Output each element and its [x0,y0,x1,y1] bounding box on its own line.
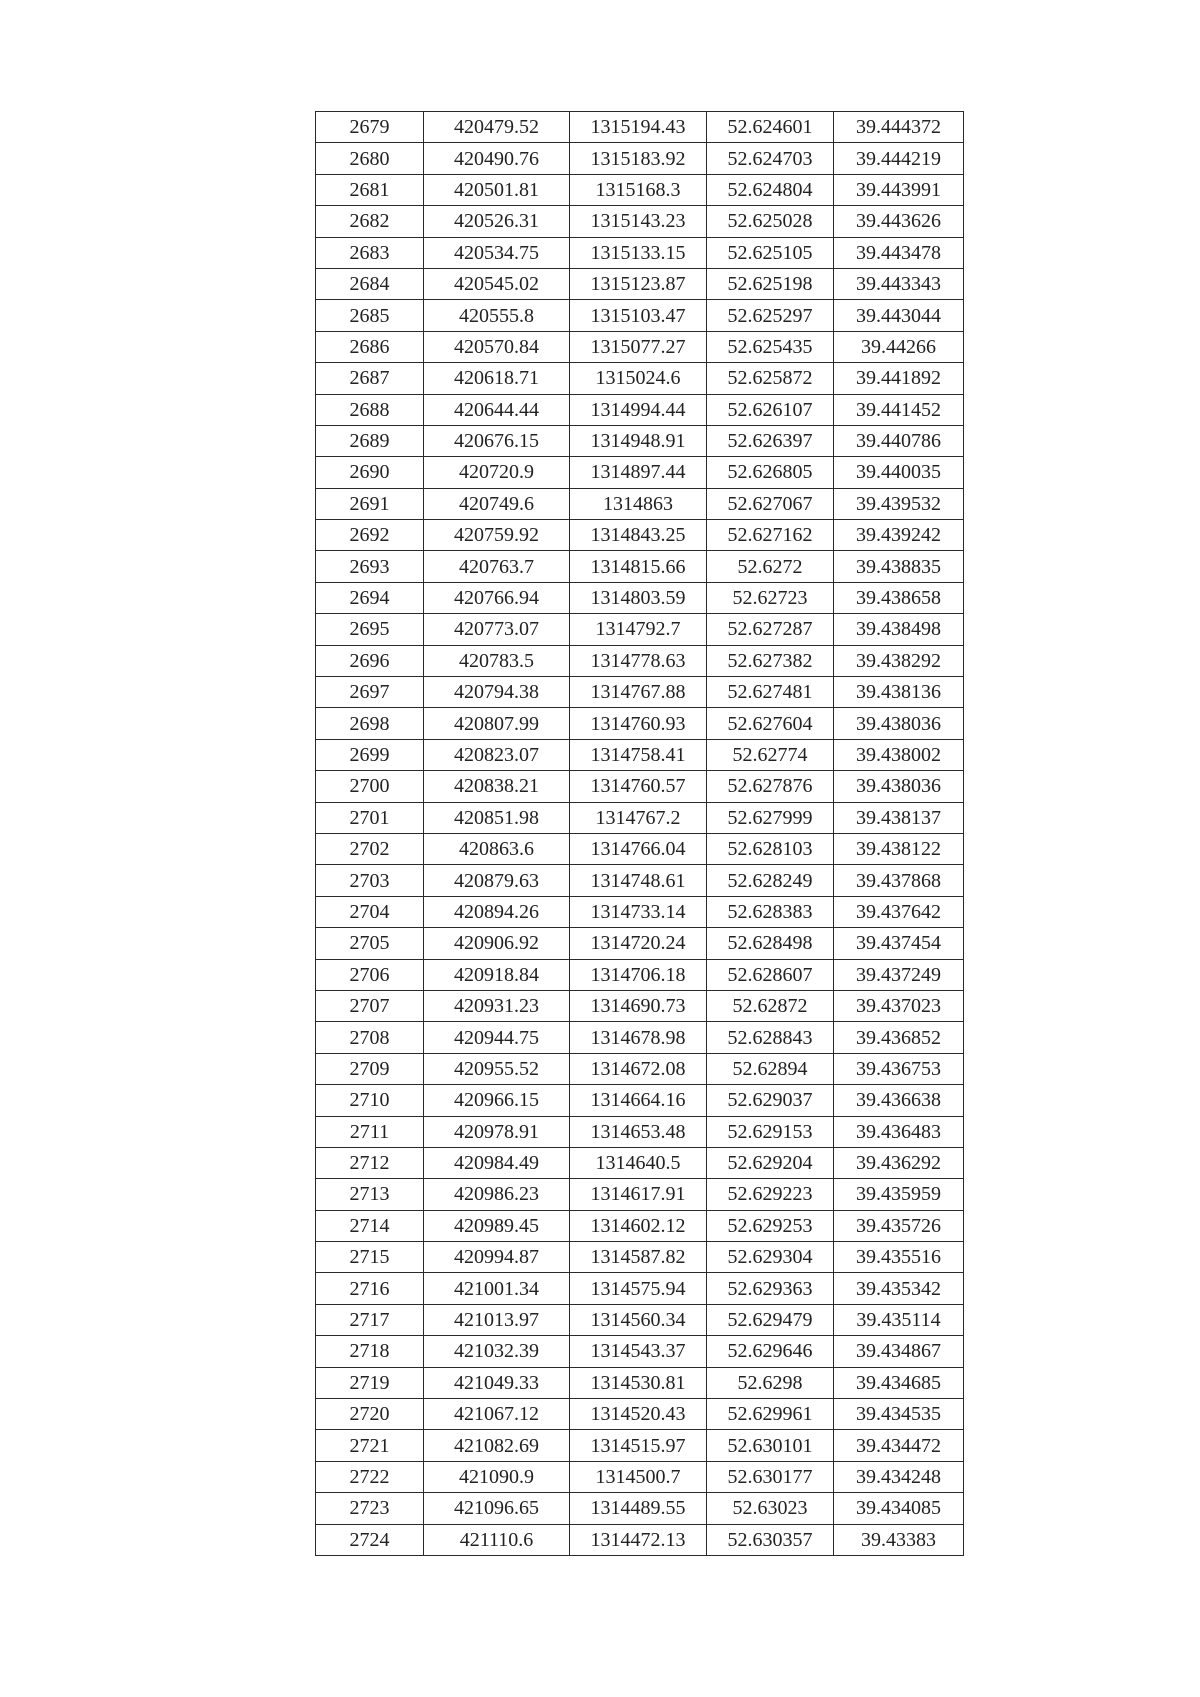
point-number-cell: 2711 [316,1116,424,1147]
x-coordinate-cell: 421067.12 [424,1399,570,1430]
latitude-cell: 52.627876 [707,771,834,802]
y-coordinate-cell: 1314760.93 [570,708,707,739]
x-coordinate-cell: 420851.98 [424,802,570,833]
y-coordinate-cell: 1314803.59 [570,582,707,613]
table-row [316,1242,964,1273]
table-row [316,1053,964,1084]
latitude-cell: 52.628843 [707,1022,834,1053]
latitude-cell: 52.629223 [707,1179,834,1210]
longitude-cell: 39.438835 [834,551,964,582]
longitude-cell: 39.438658 [834,582,964,613]
y-coordinate-cell: 1314575.94 [570,1273,707,1304]
y-coordinate-cell: 1314767.2 [570,802,707,833]
y-coordinate-cell: 1314815.66 [570,551,707,582]
latitude-cell: 52.6298 [707,1367,834,1398]
y-coordinate-cell: 1314792.7 [570,614,707,645]
table-row [316,1493,964,1524]
latitude-cell: 52.624601 [707,112,834,143]
y-coordinate-cell: 1314587.82 [570,1242,707,1273]
longitude-cell: 39.438036 [834,708,964,739]
y-coordinate-cell: 1314863 [570,488,707,519]
point-number-cell: 2698 [316,708,424,739]
x-coordinate-cell: 420618.71 [424,363,570,394]
y-coordinate-cell: 1314994.44 [570,394,707,425]
x-coordinate-cell: 420676.15 [424,425,570,456]
x-coordinate-cell: 420794.38 [424,677,570,708]
y-coordinate-cell: 1315194.43 [570,112,707,143]
latitude-cell: 52.6272 [707,551,834,582]
longitude-cell: 39.435342 [834,1273,964,1304]
point-number-cell: 2703 [316,865,424,896]
latitude-cell: 52.627604 [707,708,834,739]
y-coordinate-cell: 1314897.44 [570,457,707,488]
table-row [316,1524,964,1555]
point-number-cell: 2721 [316,1430,424,1461]
longitude-cell: 39.443626 [834,206,964,237]
longitude-cell: 39.436638 [834,1085,964,1116]
longitude-cell: 39.444372 [834,112,964,143]
latitude-cell: 52.630357 [707,1524,834,1555]
latitude-cell: 52.62723 [707,582,834,613]
x-coordinate-cell: 420955.52 [424,1053,570,1084]
table-row [316,551,964,582]
longitude-cell: 39.440035 [834,457,964,488]
latitude-cell: 52.624804 [707,174,834,205]
x-coordinate-cell: 420763.7 [424,551,570,582]
point-number-cell: 2700 [316,771,424,802]
table-row [316,1116,964,1147]
table-row [316,959,964,990]
y-coordinate-cell: 1314706.18 [570,959,707,990]
x-coordinate-cell: 420807.99 [424,708,570,739]
table-row [316,425,964,456]
point-number-cell: 2695 [316,614,424,645]
point-number-cell: 2679 [316,112,424,143]
table-row [316,833,964,864]
point-number-cell: 2715 [316,1242,424,1273]
point-number-cell: 2689 [316,425,424,456]
point-number-cell: 2712 [316,1147,424,1178]
table-row [316,1147,964,1178]
y-coordinate-cell: 1315143.23 [570,206,707,237]
x-coordinate-cell: 420720.9 [424,457,570,488]
y-coordinate-cell: 1314515.97 [570,1430,707,1461]
latitude-cell: 52.62774 [707,739,834,770]
latitude-cell: 52.628103 [707,833,834,864]
table-row [316,363,964,394]
y-coordinate-cell: 1314766.04 [570,833,707,864]
x-coordinate-cell: 420944.75 [424,1022,570,1053]
point-number-cell: 2687 [316,363,424,394]
y-coordinate-cell: 1314602.12 [570,1210,707,1241]
point-number-cell: 2693 [316,551,424,582]
y-coordinate-cell: 1314760.57 [570,771,707,802]
longitude-cell: 39.443991 [834,174,964,205]
y-coordinate-cell: 1314653.48 [570,1116,707,1147]
table-row [316,1399,964,1430]
table-row [316,331,964,362]
latitude-cell: 52.628383 [707,896,834,927]
longitude-cell: 39.44266 [834,331,964,362]
longitude-cell: 39.437454 [834,928,964,959]
point-number-cell: 2694 [316,582,424,613]
latitude-cell: 52.625435 [707,331,834,362]
y-coordinate-cell: 1314560.34 [570,1304,707,1335]
longitude-cell: 39.438002 [834,739,964,770]
point-number-cell: 2697 [316,677,424,708]
latitude-cell: 52.627999 [707,802,834,833]
point-number-cell: 2724 [316,1524,424,1555]
y-coordinate-cell: 1315168.3 [570,174,707,205]
latitude-cell: 52.629253 [707,1210,834,1241]
table-row [316,300,964,331]
longitude-cell: 39.435726 [834,1210,964,1241]
x-coordinate-cell: 421110.6 [424,1524,570,1555]
x-coordinate-cell: 420490.76 [424,143,570,174]
latitude-cell: 52.625198 [707,268,834,299]
x-coordinate-cell: 420918.84 [424,959,570,990]
table-row [316,739,964,770]
x-coordinate-cell: 421090.9 [424,1461,570,1492]
y-coordinate-cell: 1314748.61 [570,865,707,896]
x-coordinate-cell: 420838.21 [424,771,570,802]
y-coordinate-cell: 1314720.24 [570,928,707,959]
latitude-cell: 52.630177 [707,1461,834,1492]
point-number-cell: 2723 [316,1493,424,1524]
point-number-cell: 2680 [316,143,424,174]
longitude-cell: 39.437868 [834,865,964,896]
x-coordinate-cell: 420894.26 [424,896,570,927]
longitude-cell: 39.441452 [834,394,964,425]
longitude-cell: 39.434248 [834,1461,964,1492]
table-row [316,771,964,802]
latitude-cell: 52.62872 [707,990,834,1021]
point-number-cell: 2718 [316,1336,424,1367]
point-number-cell: 2713 [316,1179,424,1210]
y-coordinate-cell: 1315183.92 [570,143,707,174]
table-row [316,143,964,174]
latitude-cell: 52.627382 [707,645,834,676]
point-number-cell: 2720 [316,1399,424,1430]
longitude-cell: 39.436852 [834,1022,964,1053]
y-coordinate-cell: 1314778.63 [570,645,707,676]
table-row [316,990,964,1021]
latitude-cell: 52.625872 [707,363,834,394]
table-row [316,520,964,551]
longitude-cell: 39.435959 [834,1179,964,1210]
x-coordinate-cell: 420823.07 [424,739,570,770]
point-number-cell: 2696 [316,645,424,676]
longitude-cell: 39.434472 [834,1430,964,1461]
x-coordinate-cell: 420966.15 [424,1085,570,1116]
longitude-cell: 39.439242 [834,520,964,551]
x-coordinate-cell: 420644.44 [424,394,570,425]
table-row [316,206,964,237]
point-number-cell: 2722 [316,1461,424,1492]
longitude-cell: 39.443478 [834,237,964,268]
latitude-cell: 52.63023 [707,1493,834,1524]
y-coordinate-cell: 1315103.47 [570,300,707,331]
latitude-cell: 52.627481 [707,677,834,708]
longitude-cell: 39.438136 [834,677,964,708]
table-row [316,1367,964,1398]
point-number-cell: 2717 [316,1304,424,1335]
point-number-cell: 2692 [316,520,424,551]
latitude-cell: 52.629961 [707,1399,834,1430]
table-row [316,1304,964,1335]
table-row [316,112,964,143]
table-row [316,488,964,519]
x-coordinate-cell: 420863.6 [424,833,570,864]
y-coordinate-cell: 1314617.91 [570,1179,707,1210]
longitude-cell: 39.443044 [834,300,964,331]
y-coordinate-cell: 1314664.16 [570,1085,707,1116]
x-coordinate-cell: 420759.92 [424,520,570,551]
table-row [316,1179,964,1210]
latitude-cell: 52.629479 [707,1304,834,1335]
latitude-cell: 52.626107 [707,394,834,425]
longitude-cell: 39.434867 [834,1336,964,1367]
y-coordinate-cell: 1314500.7 [570,1461,707,1492]
longitude-cell: 39.438498 [834,614,964,645]
longitude-cell: 39.437642 [834,896,964,927]
table-row [316,677,964,708]
longitude-cell: 39.43383 [834,1524,964,1555]
latitude-cell: 52.628249 [707,865,834,896]
point-number-cell: 2684 [316,268,424,299]
point-number-cell: 2688 [316,394,424,425]
y-coordinate-cell: 1314672.08 [570,1053,707,1084]
coordinates-table-body [316,112,964,1556]
x-coordinate-cell: 420783.5 [424,645,570,676]
longitude-cell: 39.436753 [834,1053,964,1084]
latitude-cell: 52.629153 [707,1116,834,1147]
latitude-cell: 52.629037 [707,1085,834,1116]
x-coordinate-cell: 421013.97 [424,1304,570,1335]
x-coordinate-cell: 420986.23 [424,1179,570,1210]
y-coordinate-cell: 1315133.15 [570,237,707,268]
latitude-cell: 52.628498 [707,928,834,959]
latitude-cell: 52.627067 [707,488,834,519]
point-number-cell: 2704 [316,896,424,927]
longitude-cell: 39.434085 [834,1493,964,1524]
longitude-cell: 39.435114 [834,1304,964,1335]
table-row [316,1085,964,1116]
latitude-cell: 52.624703 [707,143,834,174]
longitude-cell: 39.438292 [834,645,964,676]
y-coordinate-cell: 1314530.81 [570,1367,707,1398]
y-coordinate-cell: 1314690.73 [570,990,707,1021]
longitude-cell: 39.436483 [834,1116,964,1147]
x-coordinate-cell: 421082.69 [424,1430,570,1461]
table-row [316,1022,964,1053]
latitude-cell: 52.629646 [707,1336,834,1367]
longitude-cell: 39.434535 [834,1399,964,1430]
table-row [316,928,964,959]
x-coordinate-cell: 420906.92 [424,928,570,959]
point-number-cell: 2683 [316,237,424,268]
table-row [316,457,964,488]
table-row [316,802,964,833]
x-coordinate-cell: 420545.02 [424,268,570,299]
longitude-cell: 39.441892 [834,363,964,394]
x-coordinate-cell: 420879.63 [424,865,570,896]
point-number-cell: 2714 [316,1210,424,1241]
coordinates-table [315,111,964,1556]
longitude-cell: 39.438036 [834,771,964,802]
table-row [316,1430,964,1461]
point-number-cell: 2685 [316,300,424,331]
table-row [316,174,964,205]
x-coordinate-cell: 421049.33 [424,1367,570,1398]
table-row [316,708,964,739]
point-number-cell: 2710 [316,1085,424,1116]
x-coordinate-cell: 420501.81 [424,174,570,205]
y-coordinate-cell: 1314843.25 [570,520,707,551]
point-number-cell: 2716 [316,1273,424,1304]
longitude-cell: 39.438122 [834,833,964,864]
latitude-cell: 52.626805 [707,457,834,488]
x-coordinate-cell: 420931.23 [424,990,570,1021]
latitude-cell: 52.628607 [707,959,834,990]
x-coordinate-cell: 420555.8 [424,300,570,331]
latitude-cell: 52.630101 [707,1430,834,1461]
latitude-cell: 52.62894 [707,1053,834,1084]
x-coordinate-cell: 420994.87 [424,1242,570,1273]
table-row [316,645,964,676]
table-row [316,268,964,299]
latitude-cell: 52.629363 [707,1273,834,1304]
x-coordinate-cell: 420534.75 [424,237,570,268]
point-number-cell: 2686 [316,331,424,362]
longitude-cell: 39.435516 [834,1242,964,1273]
x-coordinate-cell: 421096.65 [424,1493,570,1524]
x-coordinate-cell: 420989.45 [424,1210,570,1241]
longitude-cell: 39.436292 [834,1147,964,1178]
latitude-cell: 52.629204 [707,1147,834,1178]
point-number-cell: 2691 [316,488,424,519]
y-coordinate-cell: 1314758.41 [570,739,707,770]
y-coordinate-cell: 1314678.98 [570,1022,707,1053]
table-row [316,1273,964,1304]
table-row [316,896,964,927]
point-number-cell: 2701 [316,802,424,833]
longitude-cell: 39.437249 [834,959,964,990]
y-coordinate-cell: 1314948.91 [570,425,707,456]
table-row [316,865,964,896]
table-row [316,1336,964,1367]
point-number-cell: 2690 [316,457,424,488]
y-coordinate-cell: 1315123.87 [570,268,707,299]
table-row [316,1210,964,1241]
point-number-cell: 2709 [316,1053,424,1084]
y-coordinate-cell: 1314520.43 [570,1399,707,1430]
latitude-cell: 52.625297 [707,300,834,331]
longitude-cell: 39.443343 [834,268,964,299]
latitude-cell: 52.629304 [707,1242,834,1273]
y-coordinate-cell: 1314640.5 [570,1147,707,1178]
longitude-cell: 39.440786 [834,425,964,456]
table-row [316,394,964,425]
y-coordinate-cell: 1314489.55 [570,1493,707,1524]
point-number-cell: 2706 [316,959,424,990]
point-number-cell: 2707 [316,990,424,1021]
y-coordinate-cell: 1314472.13 [570,1524,707,1555]
table-row [316,237,964,268]
x-coordinate-cell: 420984.49 [424,1147,570,1178]
x-coordinate-cell: 420773.07 [424,614,570,645]
x-coordinate-cell: 420978.91 [424,1116,570,1147]
latitude-cell: 52.626397 [707,425,834,456]
point-number-cell: 2708 [316,1022,424,1053]
x-coordinate-cell: 420526.31 [424,206,570,237]
table-row [316,1461,964,1492]
y-coordinate-cell: 1314543.37 [570,1336,707,1367]
longitude-cell: 39.437023 [834,990,964,1021]
y-coordinate-cell: 1315024.6 [570,363,707,394]
longitude-cell: 39.439532 [834,488,964,519]
x-coordinate-cell: 421001.34 [424,1273,570,1304]
y-coordinate-cell: 1314733.14 [570,896,707,927]
x-coordinate-cell: 421032.39 [424,1336,570,1367]
longitude-cell: 39.434685 [834,1367,964,1398]
x-coordinate-cell: 420749.6 [424,488,570,519]
point-number-cell: 2682 [316,206,424,237]
longitude-cell: 39.438137 [834,802,964,833]
longitude-cell: 39.444219 [834,143,964,174]
table-row [316,614,964,645]
x-coordinate-cell: 420479.52 [424,112,570,143]
point-number-cell: 2702 [316,833,424,864]
point-number-cell: 2699 [316,739,424,770]
y-coordinate-cell: 1314767.88 [570,677,707,708]
y-coordinate-cell: 1315077.27 [570,331,707,362]
x-coordinate-cell: 420570.84 [424,331,570,362]
x-coordinate-cell: 420766.94 [424,582,570,613]
table-row [316,582,964,613]
latitude-cell: 52.625028 [707,206,834,237]
point-number-cell: 2719 [316,1367,424,1398]
point-number-cell: 2705 [316,928,424,959]
latitude-cell: 52.625105 [707,237,834,268]
latitude-cell: 52.627162 [707,520,834,551]
point-number-cell: 2681 [316,174,424,205]
latitude-cell: 52.627287 [707,614,834,645]
